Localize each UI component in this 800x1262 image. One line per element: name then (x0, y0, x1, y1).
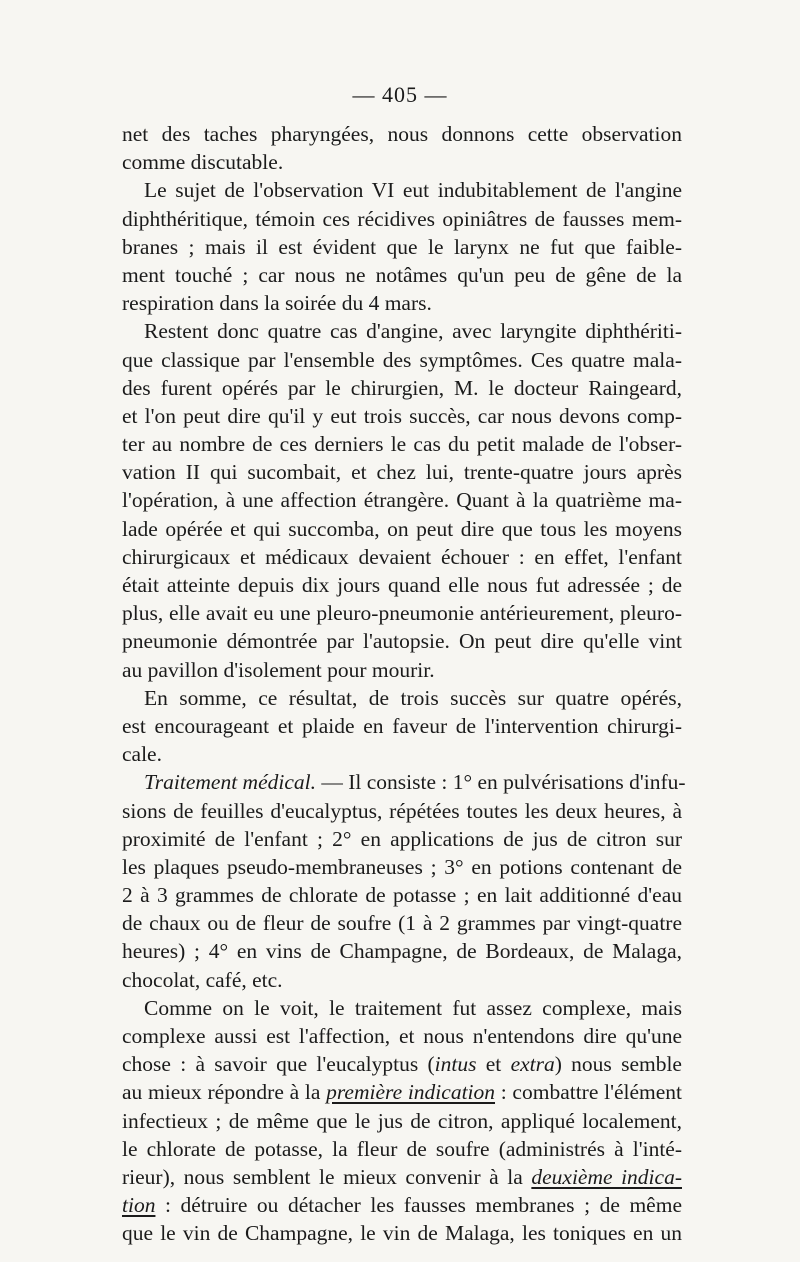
text-line: infectieux ; de même que le jus de citron, appliqué localement, (122, 1108, 682, 1133)
text-line: Comme on le voit, le traitement fut assez complexe, mais (144, 995, 682, 1020)
text-line: Le sujet de l'observation VI eut indubitablement de l'angine (144, 178, 682, 203)
text-line: respiration dans la soirée du 4 mars. (122, 291, 432, 316)
text-line: et l'on peut dire qu'il y eut trois succès, car nous devons comp- (122, 403, 682, 428)
text-line (122, 1078, 682, 1106)
text-line: des furent opérés par le chirurgien, M. le docteur Raingeard, (122, 375, 682, 400)
text-run: rieur), nous semblent le mieux convenir à la (122, 1164, 532, 1189)
text-run: : combattre l'élément (495, 1080, 682, 1105)
text-run: au mieux répondre à la (122, 1080, 327, 1105)
body-text (122, 120, 686, 1248)
text-line: 2 à 3 grammes de chlorate de potasse ; en lait additionné d'eau (122, 883, 682, 908)
text-line: chirurgicaux et médicaux devaient échouer : en effet, l'enfant (122, 544, 682, 569)
text-line: plus, elle avait eu une pleuro-pneumonie antérieurement, pleuro- (122, 601, 682, 626)
text-line: pneumonie démontrée par l'autopsie. On peut dire qu'elle vint (122, 629, 682, 654)
text-line: cale. (122, 742, 162, 767)
text-line: lade opérée et qui succomba, on peut dire que tous les moyens (122, 516, 682, 541)
text-line (122, 1163, 682, 1191)
text-line: l'opération, à une affection étrangère. Quant à la quatrième ma- (122, 488, 682, 513)
text-line: En somme, ce résultat, de trois succès sur quatre opérés, (144, 685, 682, 710)
text-line: Restent donc quatre cas d'angine, avec laryngite diphthériti- (144, 319, 682, 344)
underlined-term: première indication (326, 1080, 496, 1105)
text-line: chocolat, café, etc. (122, 967, 283, 992)
text-line: ment touché ; car nous ne notâmes qu'un peu de gêne de la (122, 262, 682, 287)
text-line: ter au nombre de ces derniers le cas du petit malade de l'obser- (122, 432, 682, 457)
page-number: — 405 — (352, 82, 448, 107)
text-run: : détruire ou détacher les fausses membranes ; de même (155, 1193, 682, 1218)
text-line: proximité de l'enfant ; 2° en applications de jus de citron sur (122, 826, 682, 851)
section-heading: Traitement médical. (144, 770, 316, 795)
italic-term: intus (434, 1052, 477, 1077)
text-run: et (476, 1052, 511, 1077)
underlined-term: deuxième indica- (531, 1164, 682, 1189)
text-line: branes ; mais il est évident que le larynx ne fut que faible- (122, 234, 682, 259)
text-line: sions de feuilles d'eucalyptus, répétées toutes les deux heures, à (122, 798, 682, 823)
text-line: heures) ; 4° en vins de Champagne, de Bordeaux, de Malaga, (122, 939, 682, 964)
text-line (122, 768, 686, 796)
text-line: de chaux ou de fleur de soufre (1 à 2 grammes par vingt-quatre (122, 911, 682, 936)
text-line: comme discutable. (122, 150, 284, 175)
underlined-term: tion (122, 1193, 156, 1218)
text-run: — Il consiste : 1° en pulvérisations d'infu- (315, 770, 686, 795)
text-line: que le vin de Champagne, le vin de Malaga, les toniques en un (122, 1221, 682, 1246)
text-run: ) nous semble (554, 1052, 682, 1077)
text-line: est encourageant et plaide en faveur de l'intervention chirurgi- (122, 713, 682, 738)
text-line: que classique par l'ensemble des symptômes. Ces quatre mala- (122, 347, 682, 372)
text-line: net des taches pharyngées, nous donnons cette observation (122, 122, 682, 146)
italic-term: extra (510, 1052, 555, 1077)
text-line: complexe aussi est l'affection, et nous n'entendons dire qu'une (122, 1024, 682, 1048)
text-run: chose : à savoir que l'eucalyptus ( (122, 1052, 435, 1077)
text-line: le chlorate de potasse, la fleur de soufre (administrés à l'inté- (122, 1136, 682, 1161)
text-line (122, 1191, 682, 1219)
text-line: au pavillon d'isolement pour mourir. (122, 657, 435, 682)
text-line (122, 1050, 682, 1078)
text-line: diphthéritique, témoin ces récidives opiniâtres de fausses mem- (122, 206, 682, 231)
text-line: les plaques pseudo-membraneuses ; 3° en potions contenant de (122, 854, 682, 879)
text-line: était atteinte depuis dix jours quand elle nous fut adressée ; de (122, 573, 682, 597)
text-line: vation II qui sucombait, et chez lui, trente-quatre jours après (122, 460, 682, 485)
